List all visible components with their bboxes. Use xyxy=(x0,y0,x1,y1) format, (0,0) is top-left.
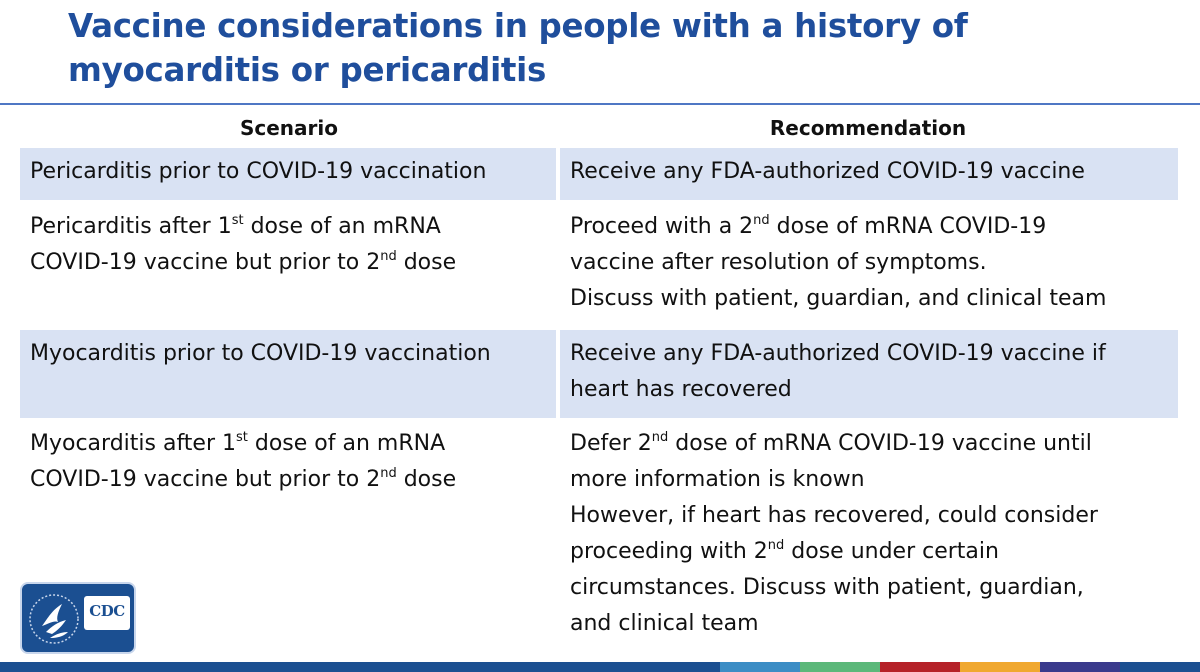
scenario-text: Pericarditis prior to COVID-19 vaccination xyxy=(30,159,487,184)
footer-bar-segment xyxy=(800,662,880,672)
table-header-row xyxy=(20,108,1178,148)
recommendation-cell xyxy=(558,418,1178,650)
scenario-cell xyxy=(20,200,558,330)
recommendation-line: vaccine after resolution of symptoms. xyxy=(570,250,987,275)
footer-color-bar xyxy=(0,662,1200,672)
table-row xyxy=(20,418,1178,650)
recommendation-cell xyxy=(558,148,1178,200)
cdc-wordmark: CDC xyxy=(89,602,125,620)
table-row xyxy=(20,200,1178,330)
footer-bar-segment xyxy=(1040,662,1120,672)
table-row xyxy=(20,330,1178,418)
scenario-text: Myocarditis prior to COVID-19 vaccination xyxy=(30,341,491,366)
cdc-logo xyxy=(20,582,136,654)
recommendation-text: Receive any FDA-authorized COVID-19 vaccine xyxy=(570,159,1085,184)
scenario-cell xyxy=(20,330,558,418)
scenario-line: COVID-19 vaccine but prior to 2nd dose xyxy=(30,249,457,275)
recommendation-line: and clinical team xyxy=(570,611,759,636)
footer-bar-segment xyxy=(960,662,1040,672)
footer-bar-segment xyxy=(720,662,800,672)
recommendation-cell xyxy=(558,330,1178,418)
recommendation-line: Receive any FDA-authorized COVID-19 vaccine if xyxy=(570,341,1106,366)
recommendation-line: proceeding with 2nd dose under certain xyxy=(570,538,999,564)
recommendation-line: heart has recovered xyxy=(570,377,792,402)
recommendation-cell xyxy=(558,200,1178,330)
table-row xyxy=(20,148,1178,200)
hhs-eagle-icon xyxy=(28,592,80,646)
recommendation-column-header: Recommendation xyxy=(769,116,967,140)
recommendation-line: more information is known xyxy=(570,467,865,492)
scenario-column-header: Scenario xyxy=(239,116,339,140)
scenario-line: Myocarditis after 1st dose of an mRNA xyxy=(30,430,446,456)
slide-title xyxy=(68,4,1178,92)
scenario-line: COVID-19 vaccine but prior to 2nd dose xyxy=(30,466,457,492)
recommendation-table xyxy=(20,108,1178,650)
slide-title-line-2: myocarditis or pericarditis xyxy=(68,51,547,89)
footer-bar-segment xyxy=(1120,662,1200,672)
recommendation-line: Discuss with patient, guardian, and clinical team xyxy=(570,286,1107,311)
recommendation-line: Proceed with a 2nd dose of mRNA COVID-19 xyxy=(570,213,1047,239)
footer-bar-segment xyxy=(880,662,960,672)
recommendation-line: circumstances. Discuss with patient, guardian, xyxy=(570,575,1084,600)
slide-title-line-1: Vaccine considerations in people with a history of xyxy=(68,7,968,45)
scenario-cell xyxy=(20,148,558,200)
title-divider xyxy=(0,103,1200,105)
footer-bar-segment xyxy=(0,662,720,672)
recommendation-line: Defer 2nd dose of mRNA COVID-19 vaccine until xyxy=(570,430,1092,456)
cdc-wordmark-box xyxy=(84,596,130,630)
scenario-line: Pericarditis after 1st dose of an mRNA xyxy=(30,213,441,239)
recommendation-line: However, if heart has recovered, could consider xyxy=(570,503,1098,528)
